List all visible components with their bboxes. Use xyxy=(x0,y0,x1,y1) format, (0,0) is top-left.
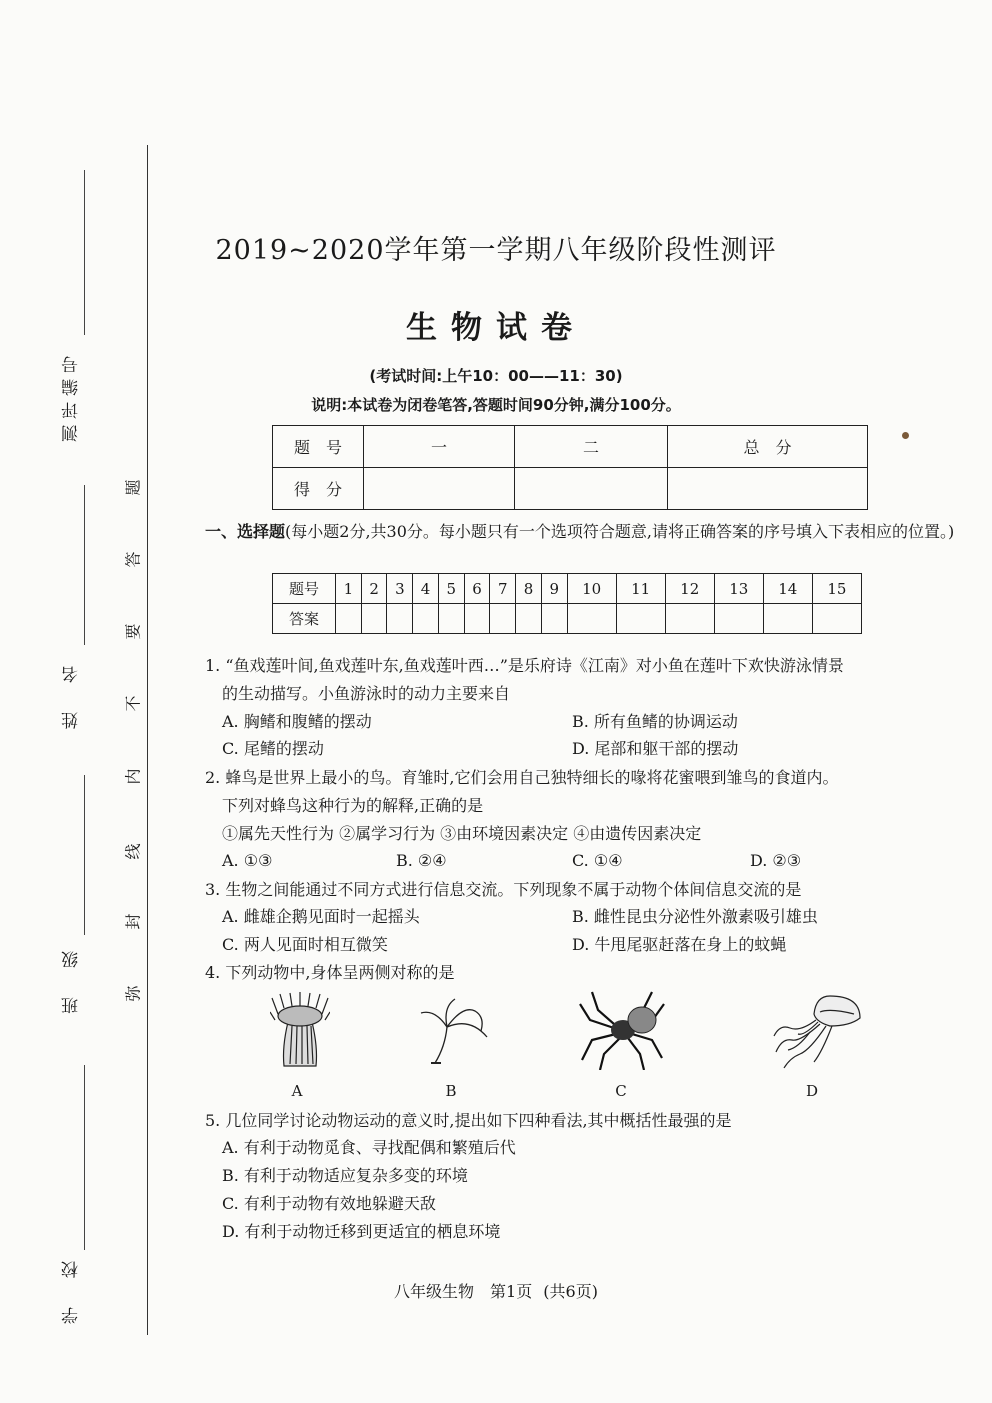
answer-number-cell: 5 xyxy=(438,574,464,604)
answer-table xyxy=(272,573,862,634)
answer-number-cell: 9 xyxy=(541,574,567,604)
section-label: 一、选择题 xyxy=(205,522,286,541)
answer-cell[interactable] xyxy=(616,604,665,634)
answer-number-cell: 1 xyxy=(336,574,362,604)
answer-cell[interactable] xyxy=(541,604,567,634)
answer-number-cell: 4 xyxy=(413,574,439,604)
question-4-label-c: C xyxy=(615,1082,627,1100)
answer-cell[interactable] xyxy=(812,604,861,634)
seal-char: 线 xyxy=(123,843,143,860)
answer-cell[interactable] xyxy=(567,604,616,634)
exam-title: 2019~2020学年第一学期八年级阶段性测评 xyxy=(215,235,777,266)
sea-anemone-icon[interactable] xyxy=(270,992,330,1072)
seal-char: 不 xyxy=(123,695,143,712)
answer-number-cell: 8 xyxy=(516,574,542,604)
score-table xyxy=(272,425,868,510)
field-label-id: 测评编号 xyxy=(62,350,82,442)
question-4-line1: 4. 下列动物中,身体呈两侧对称的是 xyxy=(205,963,455,982)
question-3-option-d[interactable]: D. 牛甩尾驱赶落在身上的蚊蝇 xyxy=(572,935,787,954)
question-2-option-c[interactable]: C. ①④ xyxy=(572,851,623,870)
score-header-cell: 二 xyxy=(515,426,668,468)
jellyfish-icon[interactable] xyxy=(770,992,865,1072)
question-3-option-c[interactable]: C. 两人见面时相互微笑 xyxy=(222,935,388,954)
field-line-name xyxy=(84,485,85,645)
hydra-icon[interactable] xyxy=(415,997,490,1067)
answer-number-cell: 6 xyxy=(464,574,490,604)
page-footer: 八年级生物 第1页 (共6页) xyxy=(394,1282,598,1301)
question-2-line2: 下列对蜂鸟这种行为的解释,正确的是 xyxy=(222,796,484,815)
answer-number-cell: 10 xyxy=(567,574,616,604)
exam-subject: 生物试卷 xyxy=(406,310,586,346)
answer-cell[interactable] xyxy=(336,604,362,634)
field-line-class xyxy=(84,775,85,935)
answer-cell[interactable] xyxy=(413,604,439,634)
question-3-option-a[interactable]: A. 雌雄企鹅见面时一起摇头 xyxy=(222,907,420,926)
answer-cell[interactable] xyxy=(665,604,714,634)
field-label-school: 学 校 xyxy=(62,1255,82,1324)
question-2-option-b[interactable]: B. ②④ xyxy=(396,851,447,870)
question-3-option-b[interactable]: B. 雌性昆虫分泌性外激素吸引雄虫 xyxy=(572,907,818,926)
answer-cell[interactable] xyxy=(490,604,516,634)
score-cell[interactable] xyxy=(364,468,515,510)
answer-header-label: 题号 xyxy=(273,574,336,604)
answer-number-cell: 13 xyxy=(714,574,763,604)
section-heading xyxy=(205,518,965,545)
question-5-option-b[interactable]: B. 有利于动物适应复杂多变的环境 xyxy=(222,1166,468,1185)
answer-cell[interactable] xyxy=(438,604,464,634)
question-1-line1: 1. “鱼戏莲叶间,鱼戏莲叶东,鱼戏莲叶西…”是乐府诗《江南》对小鱼在莲叶下欢快游泳情景 xyxy=(205,656,844,675)
field-label-class: 班 级 xyxy=(62,945,82,1014)
seal-char: 封 xyxy=(123,913,143,930)
question-5-option-d[interactable]: D. 有利于动物迁移到更适宜的栖息环境 xyxy=(222,1222,501,1241)
question-4-label-b: B xyxy=(445,1082,457,1100)
field-label-name: 姓 名 xyxy=(62,660,82,729)
answer-number-cell: 12 xyxy=(665,574,714,604)
seal-char: 内 xyxy=(123,768,143,785)
answer-cell[interactable] xyxy=(387,604,413,634)
question-5-option-a[interactable]: A. 有利于动物觅食、寻找配偶和繁殖后代 xyxy=(222,1138,516,1157)
seal-char: 要 xyxy=(123,623,143,640)
answer-number-cell: 7 xyxy=(490,574,516,604)
score-header-cell: 一 xyxy=(364,426,515,468)
ink-speck xyxy=(902,432,909,439)
question-1-option-c[interactable]: C. 尾鳍的摆动 xyxy=(222,739,324,758)
answer-number-cell: 2 xyxy=(361,574,387,604)
question-2-line1: 2. 蜂鸟是世界上最小的鸟。育雏时,它们会用自己独特细长的喙将花蜜喂到雏鸟的食道内。 xyxy=(205,768,839,787)
exam-note: 说明:本试卷为闭卷笔答,答题时间90分钟,满分100分。 xyxy=(311,396,681,414)
question-5-line1: 5. 几位同学讨论动物运动的意义时,提出如下四种看法,其中概括性最强的是 xyxy=(205,1111,732,1130)
question-2-option-a[interactable]: A. ①③ xyxy=(222,851,273,870)
score-header-cell: 总 分 xyxy=(668,426,868,468)
answer-cell[interactable] xyxy=(516,604,542,634)
answer-row-label: 答案 xyxy=(273,604,336,634)
score-cell[interactable] xyxy=(515,468,668,510)
exam-time: (考试时间:上午10：00——11：30) xyxy=(369,367,623,385)
question-4-label-a: A xyxy=(291,1082,303,1100)
question-2-option-d[interactable]: D. ②③ xyxy=(750,851,802,870)
answer-cell[interactable] xyxy=(763,604,812,634)
question-4-label-d: D xyxy=(805,1082,819,1100)
section-instructions: (每小题2分,共30分。每小题只有一个选项符合题意,请将正确答案的序号填入下表相应的位置。) xyxy=(285,522,955,541)
seal-char: 答 xyxy=(123,551,143,568)
answer-number-cell: 14 xyxy=(763,574,812,604)
answer-number-cell: 11 xyxy=(616,574,665,604)
question-1-line2: 的生动描写。小鱼游泳时的动力主要来自 xyxy=(222,684,511,703)
question-3-line1: 3. 生物之间能通过不同方式进行信息交流。下列现象不属于动物个体间信息交流的是 xyxy=(205,880,802,899)
spider-icon[interactable] xyxy=(578,990,668,1070)
score-label-cell: 得 分 xyxy=(273,468,364,510)
answer-cell[interactable] xyxy=(714,604,763,634)
question-5-option-c[interactable]: C. 有利于动物有效地躲避天敌 xyxy=(222,1194,436,1213)
score-header-cell: 题 号 xyxy=(273,426,364,468)
answer-cell[interactable] xyxy=(361,604,387,634)
answer-number-cell: 15 xyxy=(812,574,861,604)
field-line-school xyxy=(84,1065,85,1250)
seal-char: 弥 xyxy=(123,985,143,1002)
question-1-option-d[interactable]: D. 尾部和躯干部的摆动 xyxy=(572,739,739,758)
question-1-option-b[interactable]: B. 所有鱼鳍的协调运动 xyxy=(572,712,738,731)
score-cell[interactable] xyxy=(668,468,868,510)
question-2-line3: ①属先天性行为 ②属学习行为 ③由环境因素决定 ④由遗传因素决定 xyxy=(222,824,702,843)
answer-number-cell: 3 xyxy=(387,574,413,604)
answer-cell[interactable] xyxy=(464,604,490,634)
question-1-option-a[interactable]: A. 胸鳍和腹鳍的摆动 xyxy=(222,712,372,731)
seal-char: 题 xyxy=(123,479,143,496)
